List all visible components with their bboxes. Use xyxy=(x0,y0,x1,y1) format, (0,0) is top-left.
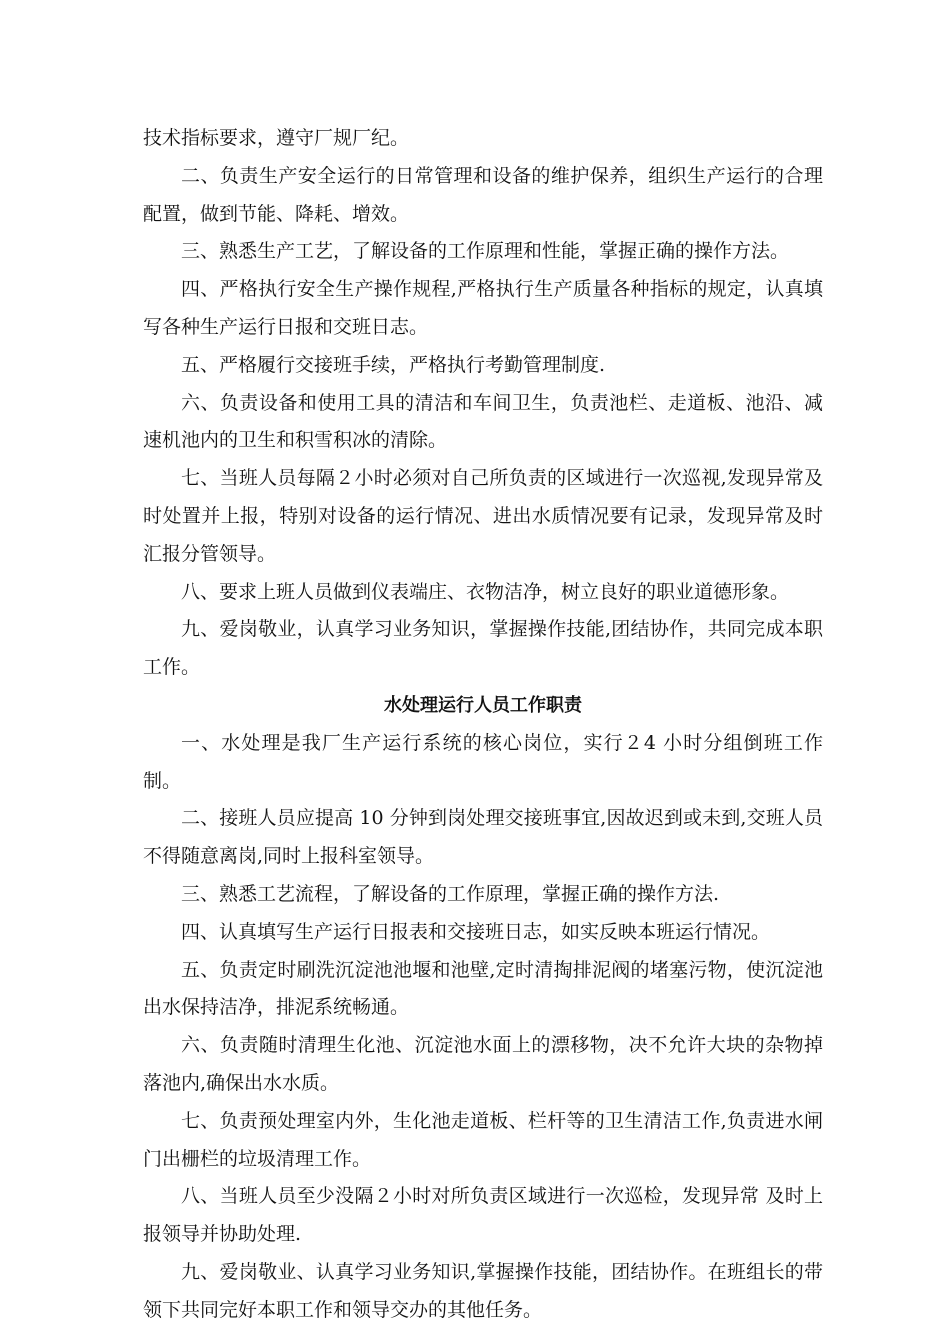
duty-item: 七、负责预处理室内外，生化池走道板、栏杆等的卫生清洁工作,负责进水闸门出栅栏的垃圾清理工作。 xyxy=(143,1109,823,1170)
duty-item: 三、熟悉生产工艺，了解设备的工作原理和性能，掌握正确的操作方法。 xyxy=(181,240,790,263)
duty-item: 五、严格履行交接班手续，严格执行考勤管理制度. xyxy=(181,353,606,376)
duty-item: 八、要求上班人员做到仪表端庄、衣物洁净，树立良好的职业道德形象。 xyxy=(181,580,790,603)
duty-item: 九、爱岗敬业、认真学习业务知识,掌握操作技能，团结协作。在班组长的带领下共同完好本职工作和领导交办的其他任务。 xyxy=(143,1260,823,1321)
duty-item: 二、负责生产安全运行的日常管理和设备的维护保养，组织生产运行的合理配置，做到节能、降耗、增效。 xyxy=(143,164,823,225)
duty-item: 一、水处理是我厂生产运行系统的核心岗位，实行２4 小时分组倒班工作制。 xyxy=(143,731,823,792)
duty-item: 八、当班人员至少没隔２小时对所负责区域进行一次巡检，发现异常 及时上报领导并协助处理. xyxy=(143,1185,823,1246)
duty-item: 三、熟悉工艺流程，了解设备的工作原理，掌握正确的操作方法. xyxy=(181,882,720,905)
duty-item: 六、负责随时清理生化池、沉淀池水面上的漂移物，决不允许大块的杂物掉落池内,确保出水水质。 xyxy=(143,1034,823,1094)
continuation-line: 技术指标要求，遵守厂规厂纪。 xyxy=(143,127,410,149)
duty-item: 二、接班人员应提高 10 分钟到岗处理交接班事宜,因故迟到或未到,交班人员不得随意离岗,同时上报科室领导。 xyxy=(143,807,823,868)
document-body xyxy=(143,120,823,1330)
duty-item: 四、认真填写生产运行日报表和交接班日志，如实反映本班运行情况。 xyxy=(181,920,771,943)
duty-item: 四、严格执行安全生产操作规程,严格执行生产质量各种指标的规定，认真填写各种生产运行日报和交班日志。 xyxy=(143,278,823,338)
duty-item: 六、负责设备和使用工具的清洁和车间卫生，负责池栏、走道板、池沿、减速机池内的卫生和积雪积冰的清除。 xyxy=(143,391,823,452)
duty-item: 五、负责定时刷洗沉淀池池堰和池壁,定时清掏排泥阀的堵塞污物，使沉淀池出水保持洁净，排泥系统畅通。 xyxy=(143,958,823,1019)
duty-item: 七、当班人员每隔２小时必须对自己所负责的区域进行一次巡视,发现异常及时处置并上报，特别对设备的运行情况、进出水质情况要有记录，发现异常及时汇报分管领导。 xyxy=(143,467,823,565)
section-title: 水处理运行人员工作职责 xyxy=(384,694,582,716)
duty-item: 九、爱岗敬业，认真学习业务知识，掌握操作技能,团结协作，共同完成本职工作。 xyxy=(143,618,823,679)
